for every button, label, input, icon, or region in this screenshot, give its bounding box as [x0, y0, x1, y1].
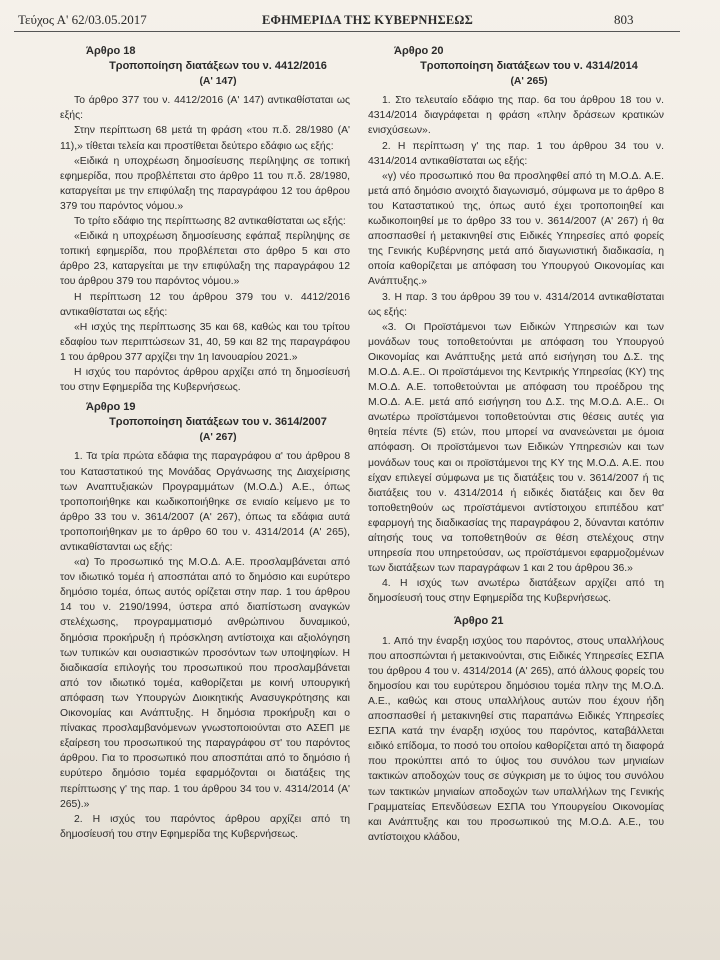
article-subtitle: Τροποποίηση διατάξεων του ν. 4412/2016: [109, 60, 327, 73]
paragraph: 2. Η ισχύς του παρόντος άρθρου αρχίζει από τη δημοσίευσή του στην Εφημερίδα της Κυβερνήσεως.: [60, 813, 350, 840]
paragraph: «Ειδικά η υποχρέωση δημοσίευσης εφάπαξ περίληψης σε τοπική εφημερίδα, που προβλέπεται στο άρθρο 5 και στο άρθρο 23, καταργείται με την επιφύλαξη της παραγράφου 12 του άρθρου 379 του παρόντος νόμου.»: [60, 231, 350, 288]
paragraph: Στην περίπτωση 68 μετά τη φράση «του π.δ. 28/1980 (Α' 11),» τίθεται τελεία και προστίθεται δεύτερο εδάφιο ως εξής:: [60, 125, 350, 152]
article-title: Άρθρο 18: [86, 45, 136, 57]
paragraph: Το άρθρο 377 του ν. 4412/2016 (Α' 147) αντικαθίσταται ως εξής:: [60, 95, 350, 122]
page-number: 803: [614, 12, 634, 27]
paragraph: 1. Στο τελευταίο εδάφιο της παρ. 6α του άρθρου 18 του ν. 4314/2014 διαγράφεται η φράση «πλην δράσεων κρατικών ενισχύσεων».: [368, 95, 664, 137]
issue-label: Τεύχος Α' 62/03.05.2017: [18, 12, 147, 27]
right-column: [368, 44, 664, 845]
article-title: Άρθρο 19: [86, 401, 136, 414]
paragraph: 1. Τα τρία πρώτα εδάφια της παραγράφου α' του άρθρου 8 του Καταστατικού της Μονάδας Οργάνωσης της Διαχείρισης των Αναπτυξιακών Προγραμμάτων (Μ.Ο.Δ.) Α.Ε., όπως τροποποιήθηκε και κωδικοποιήθηκε σε ενιαίο κείμενο με το άρθρο 33 του ν. 3614/2007 (Α' 267), όπως τα εδάφια αυτά τροποποιήθηκαν με το άρθρο 60 του ν. 4314/2014 (Α' 265), αντικαθίστανται ως εξής:: [60, 451, 350, 553]
paragraph: 4. Η ισχύς των ανωτέρω διατάξεων αρχίζει από τη δημοσίευσή τους στην Εφημερίδα της Κυβερνήσεως.: [368, 578, 664, 605]
article-ref: (Α' 147): [199, 76, 237, 88]
paragraph: 3. Η παρ. 3 του άρθρου 39 του ν. 4314/2014 αντικαθίσταται ως εξής:: [368, 291, 664, 318]
paragraph: «γ) νέο προσωπικό που θα προσληφθεί από τη Μ.Ο.Δ. Α.Ε. μετά από δημόσιο ανοιχτό διαγωνισμό, σύμφωνα με το άρθρο 8 του Καταστατικού της, όπως αυτό έχει τροποποιηθεί και κωδικοποιηθεί με το άρθρο 33 του ν. 3614/2007 (Α' 267) ή θα αποσπασθεί ή μετακινηθεί στις Ειδικές Υπηρεσίες από φορείς της Γενικής Κυβέρνησης μετά από διαγωνιστική διαδικασία, η οποία καθορίζεται με απόφαση του Υπουργού Οικονομίας και Ανάπτυξης.»: [368, 170, 664, 288]
page-header: [0, 0, 720, 34]
paragraph: «Η ισχύς της περίπτωσης 35 και 68, καθώς και του τρίτου εδαφίου των περιπτώσεων 31, 40, 59 και 82 της παραγράφου 1 του άρθρου 377 αρχίζει την 1η Ιανουαρίου 2021.»: [60, 321, 350, 363]
paragraph: Το τρίτο εδάφιο της περίπτωσης 82 αντικαθίσταται ως εξής:: [74, 216, 346, 228]
article-subtitle: Τροποποίηση διατάξεων του ν. 4314/2014: [420, 60, 638, 73]
paragraph: 1. Από την έναρξη ισχύος του παρόντος, στους υπαλλήλους που αποσπώνται ή μετακινούνται, στις Ειδικές Υπηρεσίες ΕΣΠΑ του άρθρου 4 του ν. 4314/2014 (Α' 265), από άλλους φορείς του δημοσίου και του ευρύτερου δημόσιου τομέα πλην της Μ.Ο.Δ. Α.Ε., καθώς και στους υπαλλήλους αυτών που έχουν ήδη αποσπασθεί ή μετακινηθεί στις παραπάνω Ειδικές Υπηρεσίες ΕΣΠΑ κατά την έναρξη ισχύος του παρόντος, καταβάλλεται ειδικό επίδομα, το ποσό του οποίου καθορίζεται από τη διαφορά που προκύπτει από το ύψος του συνόλου των μηνιαίων τακτικών αποδοχών τους σε σύγκριση με το ύψος του συνόλου των τακτικών μηνιαίων αποδοχών των υπαλλήλων της Γενικής Γραμματείας Επενδύσεων ΕΣΠΑ του Υπουργείου Οικονομίας και Ανάπτυξης και του προσωπικού της Μ.Ο.Δ. Α.Ε., του αντίστοιχου κλάδου,: [368, 635, 664, 843]
article-ref: (Α' 267): [199, 432, 237, 444]
paragraph: 2. Η περίπτωση γ' της παρ. 1 του άρθρου 34 του ν. 4314/2014 αντικαθίσταται ως εξής:: [368, 140, 664, 167]
article-19-heading: [60, 400, 350, 445]
header-rule: [14, 31, 680, 32]
article-title: Άρθρο 20: [394, 45, 444, 57]
article-subtitle: Τροποποίηση διατάξεων του ν. 3614/2007: [109, 416, 327, 429]
paragraph: «α) Το προσωπικό της Μ.Ο.Δ. Α.Ε. προσλαμβάνεται από τον ιδιωτικό τομέα ή αποσπάται από το δημόσιο και ευρύτερο δημόσιο τομέα, όπως αυτός ορίζεται στην παρ. 1 του άρθρου 14 του ν. 2190/1994, ύστερα από διαπίστωση αναγκών στελέχωσης, προγραμματισμό ανθρώπινου δυναμικού, δημόσια προκήρυξη ή πρόσκληση αντίστοιχα και αξιολόγηση των τυπικών και ουσιαστικών προσόντων των υποψηφίων. Η διαδικασία επιλογής του προσωπικού που προσλαμβάνεται από τον ιδιωτικό τομέα, καθορίζεται με κοινή υπουργική απόφαση των Υπουργών Διοικητικής Ανασυγκρότησης και Οικονομίας και Ανάπτυξης. Η δημόσια προκήρυξη και ο πίνακας προσλαμβανόμενων γνωστοποιούνται στο ΑΣΕΠ με εξαίρεση του προσωπικού της παραγράφου στ' του παρόντος άρθρου. Για το προσωπικό που αποσπάται από το δημόσιο ή ευρύτερο δημόσιο τομέα εφαρμόζονται οι διατάξεις της περίπτωσης γ' της παρ. 1 του άρθρου 34 του ν. 4314/2014 (Α' 265).»: [60, 557, 350, 810]
article-18-heading: [60, 44, 350, 89]
journal-title: ΕΦΗΜΕΡΙΔΑ ΤΗΣ ΚΥΒΕΡΝΗΣΕΩΣ: [262, 13, 473, 27]
article-20-heading: [368, 44, 664, 89]
paragraph: Η ισχύς του παρόντος άρθρου αρχίζει από τη δημοσίευσή του στην Εφημερίδα της Κυβερνήσεως.: [60, 366, 350, 394]
article-21-title: Άρθρο 21: [454, 615, 504, 628]
paragraph: Η περίπτωση 12 του άρθρου 379 του ν. 4412/2016 αντικαθίσταται ως εξής:: [60, 291, 350, 318]
paragraph: «Ειδικά η υποχρέωση δημοσίευσης περίληψης σε τοπική εφημερίδα, που προβλέπεται στο άρθρο 11 του π.δ. 28/1980, καταργείται με την επιφύλαξη της παραγράφου 12 του άρθρου 379 του παρόντος νόμου.»: [60, 155, 350, 212]
left-column: [60, 44, 350, 842]
paragraph: «3. Οι Προϊστάμενοι των Ειδικών Υπηρεσιών και των μονάδων τους τοποθετούνται με απόφαση του Υπουργού Οικονομίας και Ανάπτυξης μετά από εισήγηση του Δ.Σ. της Μ.Ο.Δ. Α.Ε.. Οι προϊστάμενοι της Κεντρικής Υπηρεσίας (ΚΥ) της Μ.Ο.Δ. Α.Ε. τοποθετούνται με απόφαση του προέδρου της Μ.Ο.Δ. Α.Ε. μετά από εισήγηση του Δ.Σ. της Μ.Ο.Δ. Α.Ε.. Οι ανωτέρω προϊστάμενοι τοποθετούνται στις θέσεις αυτές για θητεία πέντε (5) ετών, που μπορεί να ανανεώνεται με όμοια απόφαση. Οι προϊστάμενοι των Ειδικών Υπηρεσιών και των μονάδων τους και οι προϊστάμενοι της ΚΥ της Μ.Ο.Δ. Α.Ε. που είχαν επιλεγεί σύμφωνα με τις διατάξεις του ν. 3614/2007 ή τις διατάξεις του ν. 4314/2014 ή ειδικές διατάξεις και δεν θα τοποθετηθούν ως προϊστάμενοι αντίστοιχου επιπέδου κατ' εφαρμογή της διαδικασίας της παραγράφου 2, δύνανται κατόπιν αίτησής τους να τοποθετηθούν σε θέση στελέχους στην υπηρεσία που υπηρετούσαν, ως προϊστάμενοι εφαρμοζομένων των διατάξεων των παραγράφων 1 και 2 του άρθρου 36.»: [368, 321, 664, 575]
article-ref: (Α' 265): [510, 76, 548, 88]
